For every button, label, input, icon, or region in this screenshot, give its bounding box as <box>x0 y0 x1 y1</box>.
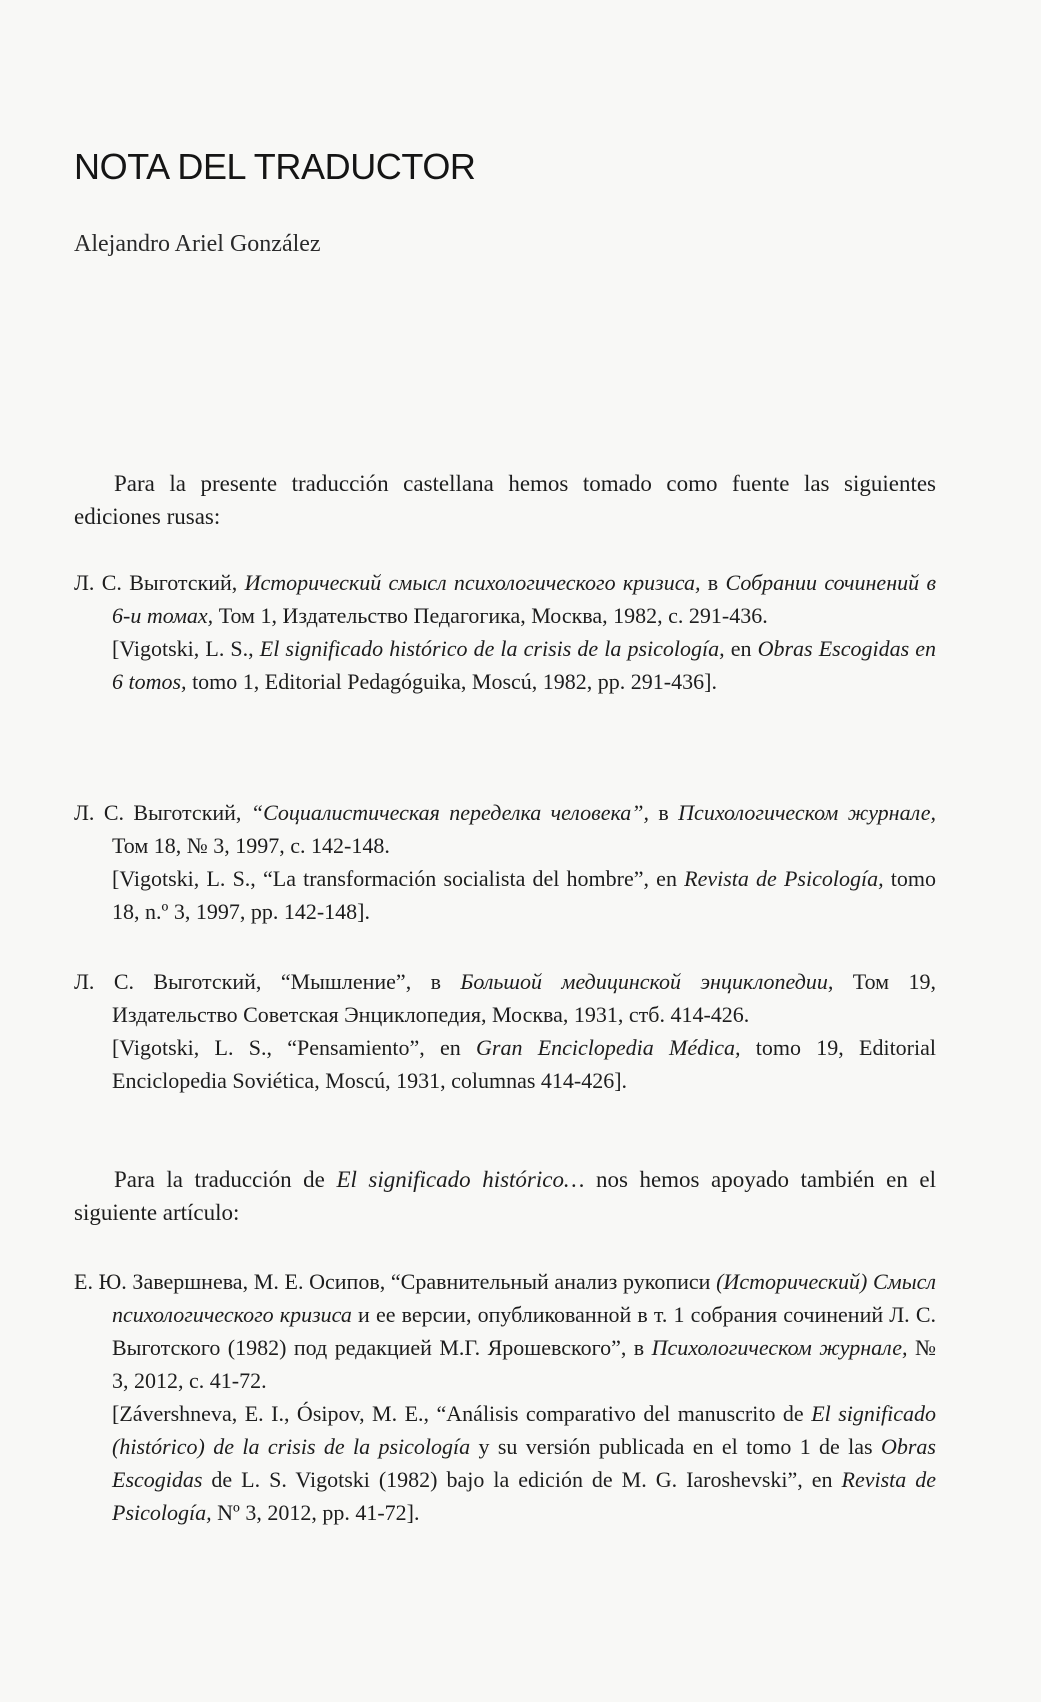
bibliography-entry-1 <box>74 566 936 698</box>
translated-article-title: El significado (histórico) de la crisis de la psicología <box>112 1401 936 1459</box>
translation-connector: en <box>724 636 758 661</box>
translated-collection: Obras Escogidas <box>112 1434 936 1492</box>
translated-journal: Revista de Psicología, <box>112 1467 936 1525</box>
spanish-translation-reference <box>74 1031 936 1097</box>
reference-details: Том 19, Издательство Советская Энциклопедия, Москва, 1931, стб. 414-426. <box>112 969 936 1027</box>
russian-reference <box>74 796 936 862</box>
author-name: Alejandro Ariel González <box>74 231 321 257</box>
translation-collection: Revista de Psicología, <box>684 866 884 891</box>
russian-article-reference <box>74 1265 936 1397</box>
article-description: и ее версии, опубликованной в т. 1 собрания сочинений Л. С. Выготского (1982) под редакцией М.Г. Ярошевского”, в <box>112 1302 937 1360</box>
reference-author: Л. С. Выготский, <box>74 800 251 825</box>
supporting-article <box>74 1265 936 1529</box>
support-note <box>74 1163 936 1229</box>
reference-collection: Психологическом журнале, <box>678 800 936 825</box>
reference-collection: Собрании сочинений в 6-и томах, <box>112 570 936 628</box>
reference-details: Том 1, Издательство Педагогика, Москва, 1982, с. 291-436. <box>213 603 768 628</box>
translation-details: tomo 18, n.º 3, 1997, pp. 142-148]. <box>112 866 936 924</box>
reference-collection: Большой медицинской энциклопедии, <box>460 969 834 994</box>
reference-author: Л. С. Выготский, <box>74 570 245 595</box>
reference-title: “Социалистическая переделка человека”, <box>250 800 649 825</box>
reference-author: Л. С. Выготский, <box>74 969 281 994</box>
reference-title: “Мышление”, в <box>280 969 461 994</box>
translation-author: [Vigotski, L. S., <box>112 866 263 891</box>
translation-author: [Vigotski, L. S., <box>112 636 260 661</box>
translation-title: El significado histórico de la crisis de la psicología, <box>259 636 725 661</box>
article-journal: Психологическом журнале, <box>651 1335 908 1360</box>
reference-title: Исторический смысл психологического кризиса, <box>244 570 701 595</box>
intro-paragraph: Para la presente traducción castellana hemos tomado como fuente las siguientes ediciones rusas: <box>74 471 936 529</box>
support-note-suffix: nos hemos apoyado también en el siguiente artículo: <box>74 1167 937 1225</box>
russian-reference <box>74 566 936 632</box>
support-note-title: El significado histórico… <box>336 1167 585 1192</box>
translated-article-description: y su versión publicada en el tomo 1 de las <box>470 1434 881 1459</box>
spanish-translation-reference <box>74 632 936 698</box>
article-title: (Исторический) Смысл психологического кризиса <box>112 1269 936 1327</box>
translation-collection: Obras Escogidas en 6 tomos, <box>112 636 936 694</box>
support-note-prefix: Para la traducción de <box>114 1167 337 1192</box>
translation-title: “La transformación socialista del hombre”, en <box>262 866 685 891</box>
translated-edition: de L. S. Vigotski (1982) bajo la edición de M. G. Iaroshevski”, en <box>202 1467 842 1492</box>
reference-connector: в <box>700 570 726 595</box>
translation-title: “Pensamiento”, en <box>287 1035 476 1060</box>
article-details: № 3, 2012, с. 41-72. <box>112 1335 936 1393</box>
article-authors: Е. Ю. Завершнева, М. Е. Осипов, “Сравнительный анализ рукописи <box>74 1269 717 1294</box>
translated-details: Nº 3, 2012, pp. 41-72]. <box>211 1500 420 1525</box>
spanish-article-reference <box>74 1397 936 1529</box>
page-title: NOTA DEL TRADUCTOR <box>74 146 476 187</box>
spanish-translation-reference <box>74 862 936 928</box>
translated-article-authors: [Závershneva, E. I., Ósipov, M. E., “Análisis comparativo del manuscrito de <box>112 1401 812 1426</box>
translation-details: tomo 1, Editorial Pedagóguika, Moscú, 1982, pp. 291-436]. <box>186 669 717 694</box>
bibliography-entry-2 <box>74 796 936 928</box>
translation-author: [Vigotski, L. S., <box>112 1035 288 1060</box>
reference-details: Том 18, № 3, 1997, с. 142-148. <box>112 833 390 858</box>
russian-reference <box>74 965 936 1031</box>
translation-collection: Gran Enciclopedia Médica, <box>476 1035 741 1060</box>
bibliography-entry-3 <box>74 965 936 1097</box>
translation-details: tomo 19, Editorial Enciclopedia Soviética, Moscú, 1931, columnas 414-426]. <box>112 1035 936 1093</box>
reference-connector: в <box>648 800 679 825</box>
